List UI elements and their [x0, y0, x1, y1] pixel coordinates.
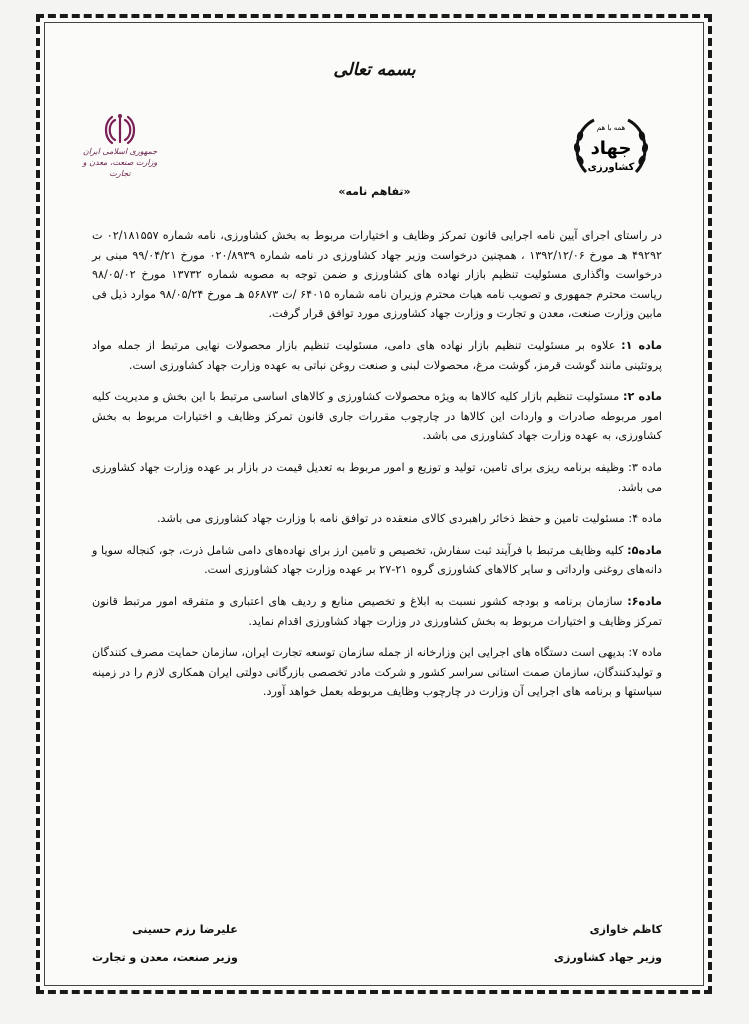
logo-sub-text: کشاورزی: [587, 162, 635, 173]
paragraph-article-2: ماده ۲: مسئولیت تنظیم بازار کلیه کالاها به ویژه محصولات کشاورزی و کالاهای اساسی مرتبط با این بخش و مدیریت کلیه امور مربوطه صادرات و واردات این کالاها در چارچوب مقررات جاری قانون تمرکز وظایف و اختیارات مربوط به بخش کشاورزی، به عهده وزارت جهاد کشاورزی می باشد.: [92, 390, 662, 443]
paragraph-article-4: ماده ۴: مسئولیت تامین و حفظ ذخائر راهبردی کالای منعقده در توافق نامه با وزارت جهاد کشاورزی می باشد.: [156, 512, 662, 526]
document-title: «تفاهم نامه»: [338, 185, 411, 198]
logo-main-text: جهاد: [590, 138, 632, 159]
signature-agriculture-minister: [554, 916, 662, 972]
signature-industry-minister: [92, 916, 238, 972]
ministry-logo: [80, 112, 160, 179]
iran-emblem-icon: [103, 112, 137, 146]
signatory-name: علیرضا رزم حسینی: [132, 923, 238, 936]
paragraph-article-1: ماده ۱: علاوه بر مسئولیت تنظیم بازار نهاده های دامی، مسئولیت تنظیم بازار محصولات نهایی مرتبط از جمله مواد پروتئینی مانند گوشت قرمز، گوشت مرغ، محصولات لبنی و صنعت روغن نباتی به عهده وزارت جهاد کشاورزی است.: [92, 338, 662, 372]
signatory-name: کاظم خاوازی: [589, 923, 662, 936]
basmala-heading: بسمه تعالی: [333, 60, 416, 80]
document-body: [92, 226, 662, 714]
paragraph-article-3: ماده ۳: وظیفه برنامه ریزی برای تامین، تولید و توزیع و امور مربوط به تعدیل قیمت در بازار بر عهده وزارت جهاد کشاورزی می باشد.: [92, 460, 662, 494]
paragraph-intro: در راستای اجرای آیین نامه اجرایی قانون تمرکز وظایف و اختیارات مربوط به بخش کشاورزی، نامه شماره ۰۲/۱۸۱۵۵۷ ت ۴۹۲۹۲ هـ مورخ ۱۳۹۲/۱۲/۰۶ ، همچنین درخواست وزیر جهاد کشاورزی در نامه شماره ۰۲۰/۸۹۳۹ مورخ ۹۹/۰۴/۲۱ مبنی بر درخواست واگذاری مسئولیت تنظیم بازار نهاده های کشاورزی و ضمن توجه به مصوبه شماره ۱۳۷۳۲ مورخ ۹۸/۰۵/۰۲ ریاست محترم جمهوری و تصویب نامه هیات محترم وزیران نامه شماره ۶۴۰۱۵ /ت ۵۶۸۷۳ هـ مورخ ۹۸/۰۵/۲۴ موارد ذیل فی مابین وزارت صنعت، معدن و تجارت و وزارت جهاد کشاورزی مورد توافق قرار گرفت.: [92, 229, 662, 321]
signatory-title: وزیر صنعت، معدن و تجارت: [92, 951, 238, 964]
paragraph-article-5: ماده۵: کلیه وظایف مرتبط با فرآیند ثبت سفارش، تخصیص و تامین ارز برای نهاده‌های دامی شامل ذرت، جو، کنجاله سویا و دانه‌های روغنی وارداتی و سایر کالاهای کشاورزی گروه ۲۱-۲۷ بر عهده وزارت جهاد کشاورزی است.: [92, 543, 662, 577]
paragraph-article-6: ماده۶: سازمان برنامه و بودجه کشور نسبت به ابلاغ و تخصیص منابع و ردیف های اعتباری و متفرقه امور مرتبط قانون تمرکز وظایف و اختیارات مربوط به بخش کشاورزی در وزارت جهاد کشاورزی اقدام نماید.: [92, 594, 662, 628]
signatory-title: وزیر جهاد کشاورزی: [553, 951, 662, 964]
logo-top-text: همه با هم: [596, 124, 626, 132]
jahad-keshavarzi-logo-icon: [566, 108, 656, 194]
ministry-logo-line2: وزارت صنعت، معدن و تجارت: [82, 158, 158, 178]
ministry-logo-line1: جمهوری اسلامی ایران: [82, 147, 158, 156]
paragraph-article-7: ماده ۷: بدیهی است دستگاه های اجرایی این وزارخانه از جمله سازمان توسعه تجارت ایران، سازمان حمایت مصرف کنندگان و تولیدکنندگان، سازمان صمت استانی سراسر کشور و شرکت مادر تخصصی بازرگانی دولتی ایران همکاری لازم را در زمینه سیاستها و برنامه های اجرایی آن وزارت در چارچوب وظایف مربوطه بعمل خواهد آورد.: [92, 646, 662, 699]
jahad-keshavarzi-logo: [566, 108, 656, 194]
